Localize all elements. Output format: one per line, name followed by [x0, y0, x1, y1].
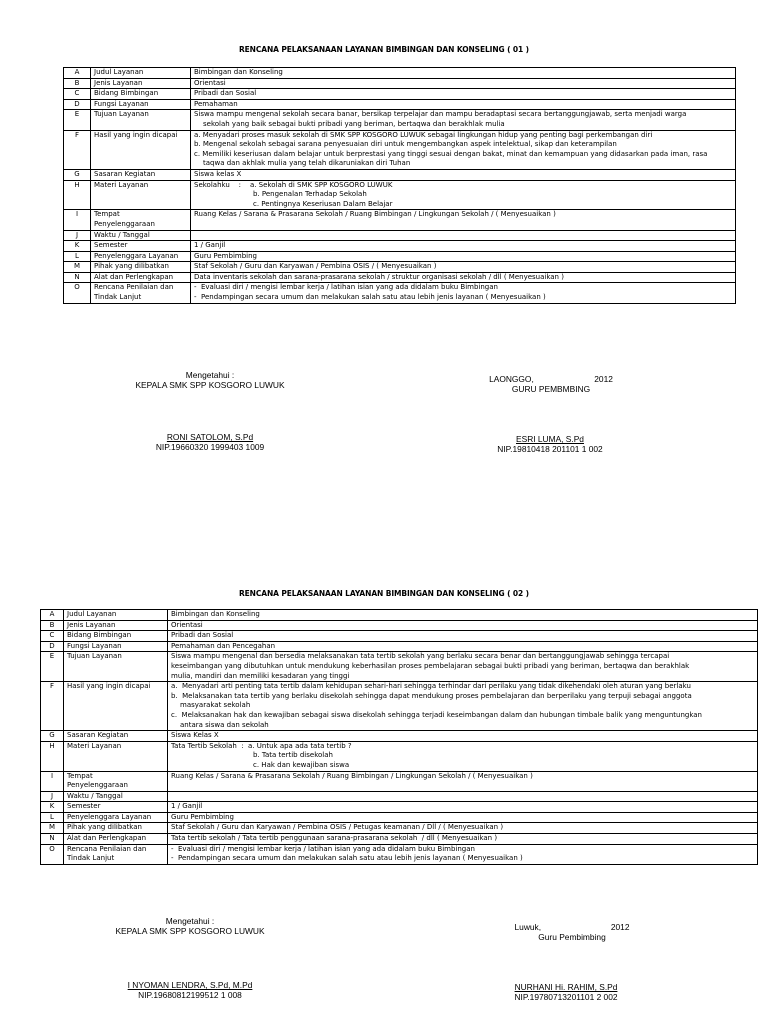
row-value	[191, 68, 736, 79]
row-value-line: b. Tata tertib disekolah	[253, 751, 333, 760]
table-row	[64, 110, 736, 130]
row-value-line: mulia, mandiri dan memiliki kesadaran yang tinggi	[171, 671, 350, 680]
row-code: K	[41, 802, 64, 813]
row-value-line: Tata tertib sekolah / Tata tertib penggunaan sarana-prasarana sekolah / dll ( Menyesuaikan )	[171, 834, 498, 843]
row-value-line: Guru Pembimbing	[171, 812, 234, 821]
row-label-line: Materi Layanan	[94, 180, 149, 189]
table-row	[64, 230, 736, 241]
row-label-line: Jenis Layanan	[67, 620, 116, 629]
row-value-line: Pribadi dan Sosial	[194, 89, 257, 98]
table-row	[41, 631, 758, 642]
plan2-title: RENCANA PELAKSANAAN LAYANAN BIMBINGAN DAN KONSELING ( 02 )	[238, 589, 530, 598]
row-value	[168, 771, 758, 791]
row-value	[168, 844, 758, 864]
table-row	[64, 99, 736, 110]
row-value	[168, 802, 758, 813]
row-label	[64, 791, 168, 802]
row-value-line: b. Pengenalan Terhadap Sekolah	[253, 190, 367, 199]
plan1-right-position: GURU PEMBMBING	[511, 384, 591, 394]
row-label	[91, 130, 191, 169]
row-value-line: Siswa mampu mengenal sekolah secara banar, bersikap terpelajar dan mampu beradaptasi secara bertanggungjawab, serta menjadi warga	[194, 110, 687, 119]
plan2-left-position: KEPALA SMK SPP KOSGORO LUWUK	[115, 926, 265, 936]
table-row	[64, 78, 736, 89]
row-label	[91, 99, 191, 110]
row-code: I	[64, 210, 91, 230]
row-label	[64, 631, 168, 642]
row-value-line: Orientasi	[194, 78, 226, 87]
row-label-line: Tindak Lanjut	[67, 854, 115, 863]
row-value	[191, 210, 736, 230]
row-value-line: c. Pentingnya Keseriusan Dalam Belajar	[253, 199, 393, 208]
row-value	[191, 89, 736, 100]
table-row	[64, 241, 736, 252]
table-row	[64, 251, 736, 262]
row-code: L	[41, 812, 64, 823]
row-label-line: Waktu / Tanggal	[94, 230, 150, 239]
row-label-line: Penyelenggaraan	[94, 219, 155, 228]
table-row	[64, 180, 736, 210]
row-code: O	[41, 844, 64, 864]
row-label	[64, 652, 168, 682]
plan2-right-signature	[482, 922, 662, 942]
row-value-line: Sekolahku : a. Sekolah di SMK SPP KOSGORO LUWUK	[194, 180, 393, 189]
row-value	[191, 230, 736, 241]
row-code: A	[41, 610, 64, 621]
row-label	[64, 834, 168, 845]
row-label-line: Judul Layanan	[67, 610, 117, 618]
plan1-right-place-date: LAONGGO, 2012	[489, 374, 613, 384]
row-code: B	[41, 620, 64, 631]
row-value	[191, 130, 736, 169]
row-value-line: taqwa dan akhlak mulia yang telah dikaruniakan diri Tuhan	[203, 159, 411, 168]
table-row	[41, 620, 758, 631]
row-label-line: Waktu / Tanggal	[67, 791, 123, 800]
row-label-line: Penyelenggara Layanan	[94, 251, 179, 260]
row-label	[91, 110, 191, 130]
row-code: J	[41, 791, 64, 802]
row-label	[64, 641, 168, 652]
row-value	[168, 682, 758, 731]
table-row	[41, 823, 758, 834]
row-value-line	[171, 792, 755, 802]
row-value	[168, 731, 758, 742]
row-label-line: Tindak Lanjut	[94, 293, 142, 302]
plan1-title: RENCANA PELAKSANAAN LAYANAN BIMBINGAN DAN KONSELING ( 01 )	[238, 45, 530, 54]
plan1-left-name-block	[110, 432, 310, 452]
row-label-line: Materi Layanan	[67, 741, 122, 750]
table-row	[41, 834, 758, 845]
plan2-right-name: NURHANI Hi. RAHIM, S.Pd	[514, 982, 618, 992]
row-value-line: a. Menyadari arti penting tata tertib dalam kehidupan sehari-hari sehingga terhindar dari perilaku yang tidak dikehendaki oleh aturan yang berlaku	[171, 682, 691, 691]
table-row	[41, 844, 758, 864]
row-label-line: Bidang Bimbingan	[67, 631, 132, 640]
row-code: F	[64, 130, 91, 169]
row-value	[191, 283, 736, 303]
row-label-line: Fungsi Layanan	[94, 99, 149, 108]
row-label	[91, 262, 191, 273]
table-row	[41, 791, 758, 802]
plan2-right-nip: NIP.19780713201101 2 002	[514, 992, 618, 1002]
plan2-right-name-block	[476, 982, 656, 1002]
row-label-line: Tempat	[94, 210, 120, 219]
table-row	[64, 89, 736, 100]
row-label-line: Sasaran Kegiatan	[94, 169, 156, 178]
row-value-line: - Evaluasi diri / mengisi lembar kerja / latihan isian yang ada didalam buku Bimbingan	[171, 844, 475, 853]
row-label-line: Bidang Bimbingan	[94, 89, 159, 98]
row-value	[168, 812, 758, 823]
row-value	[168, 741, 758, 771]
plan2-table	[40, 609, 758, 865]
plan1-left-nip: NIP.19660320 1999403 1009	[155, 442, 265, 452]
row-code: J	[64, 230, 91, 241]
row-label	[91, 283, 191, 303]
row-label	[64, 812, 168, 823]
row-value-line: b. Melaksanakan tata tertib yang berlaku disekolah sehingga dapat mendukung proses pembelajaran dan berperilaku yang terpuji sebagai anggota	[171, 691, 692, 700]
row-label	[91, 251, 191, 262]
row-label	[64, 771, 168, 791]
plan2-left-name-block	[90, 980, 290, 1000]
row-value-line: Pemahaman	[194, 99, 238, 108]
row-label	[64, 844, 168, 864]
row-label	[91, 272, 191, 283]
row-value	[168, 641, 758, 652]
row-value-line: c. Memiliki keseriusan dalam belajar untuk berprestasi yang tinggi sesuai dengan bakat, minat dan kemampuan yang didasarkan pada iman, rasa	[194, 149, 708, 158]
row-value-line: Bimbingan dan Konseling	[194, 68, 283, 76]
row-code: E	[64, 110, 91, 130]
row-label	[91, 89, 191, 100]
row-label	[91, 180, 191, 210]
table-row	[41, 610, 758, 621]
row-label	[91, 230, 191, 241]
row-code: M	[64, 262, 91, 273]
row-code: K	[64, 241, 91, 252]
row-value-line: masyarakat sekolah	[180, 701, 251, 710]
table-row	[64, 169, 736, 180]
row-code: N	[64, 272, 91, 283]
row-value-line: b. Mengenal sekolah sebagai sarana penyesuaian diri untuk mengembangkan aspek intelektual, sikap dan keterampilan	[194, 140, 617, 149]
plan1-left-signature	[110, 370, 310, 390]
row-label	[64, 620, 168, 631]
row-value-line: Orientasi	[171, 620, 203, 629]
row-code: D	[64, 99, 91, 110]
row-value-line: Staf Sekolah / Guru dan Karyawan / Pembina OSIS / ( Menyesuaikan )	[194, 262, 437, 271]
row-value	[191, 262, 736, 273]
table-row	[64, 210, 736, 230]
row-value-line: Siswa kelas X	[194, 169, 242, 178]
row-value	[168, 791, 758, 802]
row-label-line: Pihak yang dilibatkan	[94, 262, 169, 271]
row-code: L	[64, 251, 91, 262]
plan2-left-signature	[90, 916, 290, 936]
table-row	[41, 652, 758, 682]
row-label	[91, 241, 191, 252]
row-label	[64, 741, 168, 771]
row-code: G	[64, 169, 91, 180]
row-value-line: - Pendampingan secara umum dan melakukan salah satu atau lebih jenis layanan ( Menyesuaikan )	[194, 293, 546, 302]
table-row	[64, 272, 736, 283]
table-row	[41, 812, 758, 823]
row-value	[191, 241, 736, 252]
row-value-line: Siswa Kelas X	[171, 731, 219, 740]
plan2-right-place-date: Luwuk, 2012	[514, 922, 630, 932]
row-value-line: c. Hak dan kewajiban siswa	[253, 760, 350, 769]
table-row	[41, 802, 758, 813]
row-label-line: Judul Layanan	[94, 68, 144, 76]
row-code: G	[41, 731, 64, 742]
row-value-line: Ruang Kelas / Sarana & Prasarana Sekolah / Ruang Bimbingan / Lingkungan Sekolah / ( Menyesuaikan )	[194, 210, 556, 219]
row-code: F	[41, 682, 64, 731]
row-label	[64, 731, 168, 742]
row-value-line: Pemahaman dan Pencegahan	[171, 641, 276, 650]
table-row	[64, 283, 736, 303]
row-code: D	[41, 641, 64, 652]
row-label	[64, 802, 168, 813]
row-value-line: Siswa mampu mengenal dan bersedia melaksanakan tata tertib sekolah yang berlaku secara benar dan bertanggungjawab sehingga tercapai	[171, 652, 670, 661]
row-label	[91, 210, 191, 230]
row-code: C	[64, 89, 91, 100]
row-label	[64, 610, 168, 621]
row-value	[191, 110, 736, 130]
row-value	[191, 272, 736, 283]
table-row	[41, 771, 758, 791]
row-label	[64, 682, 168, 731]
row-code: N	[41, 834, 64, 845]
table-row	[41, 641, 758, 652]
row-label-line: Fungsi Layanan	[67, 641, 122, 650]
row-value-line: Bimbingan dan Konseling	[171, 610, 260, 618]
table-row	[41, 731, 758, 742]
row-label-line: Tempat	[67, 771, 93, 780]
row-code: I	[41, 771, 64, 791]
row-label-line: Semester	[94, 241, 128, 250]
plan2-left-heading: Mengetahui :	[165, 916, 215, 926]
row-value-line: Staf Sekolah / Guru dan Karyawan / Pembina OSIS / Petugas keamanan / Dll / ( Menyesuaikan )	[171, 823, 504, 832]
row-label-line: Jenis Layanan	[94, 78, 143, 87]
row-value	[191, 169, 736, 180]
plan1-right-nip: NIP.19810418 201101 1 002	[497, 444, 603, 454]
plan1-left-heading: Mengetahui :	[185, 370, 235, 380]
row-value-line: Data inventaris sekolah dan sarana-prasarana sekolah / struktur organisasi sekolah / dll ( Menyesuaikan )	[194, 272, 564, 281]
row-code: H	[64, 180, 91, 210]
row-value	[168, 631, 758, 642]
plan1-table	[63, 67, 736, 304]
row-label-line: Penyelenggaraan	[67, 781, 128, 790]
row-value-line: 1 / Ganjil	[194, 241, 226, 250]
row-code: O	[64, 283, 91, 303]
row-label	[91, 78, 191, 89]
row-label-line: Hasil yang ingin dicapai	[94, 130, 178, 139]
row-label-line: Semester	[67, 802, 101, 811]
plan2-right-position: Guru Pembimbing	[538, 932, 606, 942]
row-label	[91, 68, 191, 79]
row-label	[64, 823, 168, 834]
row-value	[191, 180, 736, 210]
table-row	[64, 68, 736, 79]
row-value	[168, 652, 758, 682]
table-row	[64, 262, 736, 273]
row-value-line: 1 / Ganjil	[171, 802, 203, 811]
row-code: E	[41, 652, 64, 682]
row-value-line: Pribadi dan Sosial	[171, 631, 234, 640]
row-value	[191, 99, 736, 110]
row-value	[168, 620, 758, 631]
row-value-line: c. Melaksanakan hak dan kewajiban sebagai siswa disekolah sehingga terjadi keseimbangan dalam dan hubungan timbale balik yang menguntungkan	[171, 710, 702, 719]
row-value-line: antara siswa dan sekolah	[180, 720, 269, 729]
row-label-line: Alat dan Perlengkapan	[94, 272, 174, 281]
plan1-left-name: RONI SATOLOM, S.Pd	[166, 432, 254, 442]
table-row	[41, 682, 758, 731]
row-label-line: Sasaran Kegiatan	[67, 731, 129, 740]
row-code: M	[41, 823, 64, 834]
row-value	[168, 834, 758, 845]
plan2-left-name: I NYOMAN LENDRA, S.Pd, M.Pd	[127, 980, 253, 990]
row-value-line	[194, 231, 733, 241]
plan1-right-name-block	[460, 434, 640, 454]
plan2-left-nip: NIP.19680812199512 1 008	[138, 990, 242, 1000]
row-label-line: Pihak yang dilibatkan	[67, 823, 142, 832]
row-value-line: Ruang Kelas / Sarana & Prasarana Sekolah / Ruang Bimbingan / Lingkungan Sekolah / ( Menyesuaikan )	[171, 771, 533, 780]
row-code: A	[64, 68, 91, 79]
row-code: H	[41, 741, 64, 771]
row-value	[168, 823, 758, 834]
row-value	[191, 251, 736, 262]
row-value-line: Tata Tertib Sekolah : a. Untuk apa ada tata tertib ?	[171, 741, 352, 750]
row-value-line: keseimbangan yang dibutuhkan untuk mendukung keberhasilan proses pembelajaran sebagai bukti pribadi yang beriman, bertaqwa dan berakhlak	[171, 661, 690, 670]
row-value	[168, 610, 758, 621]
row-label-line: Penyelenggara Layanan	[67, 812, 152, 821]
row-value-line: sekolah yang baik sebagai bukti pribadi yang beriman, bertaqwa dan berakhlak mulia	[203, 119, 505, 128]
row-value	[191, 78, 736, 89]
row-value-line: a. Menyadari proses masuk sekolah di SMK SPP KOSGORO LUWUK sebagai lingkungan hidup yang penting bagi perkembangan diri	[194, 130, 653, 139]
row-value-line: Guru Pembimbing	[194, 251, 257, 260]
plan1-right-name: ESRI LUMA, S.Pd	[516, 434, 584, 444]
table-row	[64, 130, 736, 169]
row-code: B	[64, 78, 91, 89]
row-code: C	[41, 631, 64, 642]
table-row	[41, 741, 758, 771]
row-label-line: Rencana Penilaian dan	[94, 283, 174, 292]
plan1-left-position: KEPALA SMK SPP KOSGORO LUWUK	[135, 380, 285, 390]
row-label-line: Hasil yang ingin dicapai	[67, 682, 151, 691]
row-label-line: Tujuan Layanan	[67, 652, 122, 661]
row-label-line: Rencana Penilaian dan	[67, 844, 147, 853]
row-label-line: Alat dan Perlengkapan	[67, 834, 147, 843]
plan1-right-signature	[461, 374, 641, 394]
row-value-line: - Pendampingan secara umum dan melakukan salah satu atau lebih jenis layanan ( Menyesuaikan )	[171, 854, 523, 863]
row-label-line: Tujuan Layanan	[94, 110, 149, 119]
row-value-line: - Evaluasi diri / mengisi lembar kerja / latihan isian yang ada didalam buku Bimbingan	[194, 283, 498, 292]
row-label	[91, 169, 191, 180]
